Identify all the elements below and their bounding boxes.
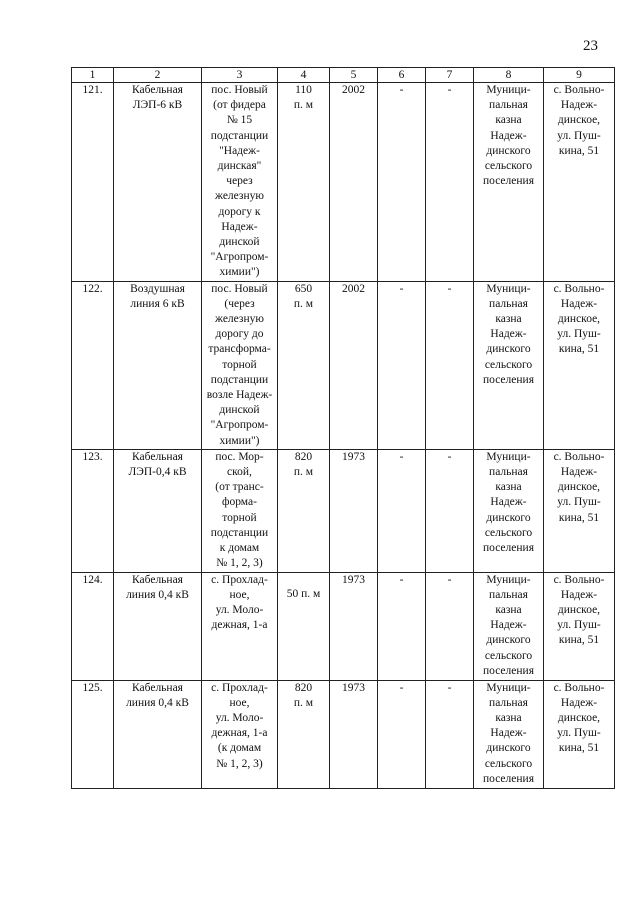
- column-6-value: -: [378, 449, 426, 572]
- column-header-4: 4: [278, 68, 330, 83]
- column-6-value: -: [378, 281, 426, 449]
- row-number: 121.: [72, 83, 114, 282]
- column-header-7: 7: [426, 68, 474, 83]
- row-number: 124.: [72, 572, 114, 680]
- object-location: с. Прохлад- ное, ул. Моло- дежная, 1-а (к домам № 1, 2, 3): [202, 680, 278, 788]
- page-number: 23: [583, 38, 598, 54]
- column-header-8: 8: [474, 68, 544, 83]
- header-row: [72, 68, 615, 83]
- column-7-value: -: [426, 680, 474, 788]
- object-name: Кабельная ЛЭП-0,4 кВ: [114, 449, 202, 572]
- column-header-3: 3: [202, 68, 278, 83]
- column-header-1: 1: [72, 68, 114, 83]
- column-7-value: -: [426, 83, 474, 282]
- column-header-2: 2: [114, 68, 202, 83]
- object-name: Воздушная линия 6 кВ: [114, 281, 202, 449]
- row-number: 122.: [72, 281, 114, 449]
- object-location: пос. Новый (от фидера № 15 подстанции "Надеж- динская" через железную дорогу к Надеж- динской "Агропром- химии"): [202, 83, 278, 282]
- object-owner: Муници- пальная казна Надеж- динского сельского поселения: [474, 572, 544, 680]
- object-name: Кабельная ЛЭП-6 кВ: [114, 83, 202, 282]
- object-length: 820 п. м: [278, 680, 330, 788]
- owner-address: с. Вольно- Надеж- динское, ул. Пуш- кина, 51: [544, 281, 615, 449]
- column-7-value: -: [426, 572, 474, 680]
- object-length: 50 п. м: [278, 572, 330, 680]
- object-length: 650 п. м: [278, 281, 330, 449]
- table-row: [72, 680, 615, 788]
- object-owner: Муници- пальная казна Надеж- динского сельского поселения: [474, 680, 544, 788]
- object-year: 1973: [330, 449, 378, 572]
- column-header-5: 5: [330, 68, 378, 83]
- object-year: 2002: [330, 281, 378, 449]
- owner-address: с. Вольно- Надеж- динское, ул. Пуш- кина, 51: [544, 449, 615, 572]
- object-name: Кабельная линия 0,4 кВ: [114, 680, 202, 788]
- row-number: 123.: [72, 449, 114, 572]
- object-location: с. Прохлад- ное, ул. Моло- дежная, 1-а: [202, 572, 278, 680]
- column-6-value: -: [378, 680, 426, 788]
- column-7-value: -: [426, 281, 474, 449]
- table-row: [72, 83, 615, 282]
- column-6-value: -: [378, 572, 426, 680]
- object-year: 1973: [330, 572, 378, 680]
- object-location: пос. Новый (через железную дорогу до трансформа- торной подстанции возле Надеж- динской "Агропром- химии"): [202, 281, 278, 449]
- object-owner: Муници- пальная казна Надеж- динского сельского поселения: [474, 83, 544, 282]
- property-table: [71, 67, 615, 789]
- row-number: 125.: [72, 680, 114, 788]
- table-row: [72, 449, 615, 572]
- object-owner: Муници- пальная казна Надеж- динского сельского поселения: [474, 449, 544, 572]
- object-location: пос. Мор- ской, (от транс- форма- торной подстанции к домам № 1, 2, 3): [202, 449, 278, 572]
- column-6-value: -: [378, 83, 426, 282]
- column-header-6: 6: [378, 68, 426, 83]
- owner-address: с. Вольно- Надеж- динское, ул. Пуш- кина, 51: [544, 83, 615, 282]
- object-year: 2002: [330, 83, 378, 282]
- object-owner: Муници- пальная казна Надеж- динского сельского поселения: [474, 281, 544, 449]
- column-7-value: -: [426, 449, 474, 572]
- owner-address: с. Вольно- Надеж- динское, ул. Пуш- кина, 51: [544, 680, 615, 788]
- object-length: 820 п. м: [278, 449, 330, 572]
- owner-address: с. Вольно- Надеж- динское, ул. Пуш- кина, 51: [544, 572, 615, 680]
- column-header-9: 9: [544, 68, 615, 83]
- table-row: [72, 281, 615, 449]
- object-year: 1973: [330, 680, 378, 788]
- object-length: 110 п. м: [278, 83, 330, 282]
- table-row: [72, 572, 615, 680]
- object-name: Кабельная линия 0,4 кВ: [114, 572, 202, 680]
